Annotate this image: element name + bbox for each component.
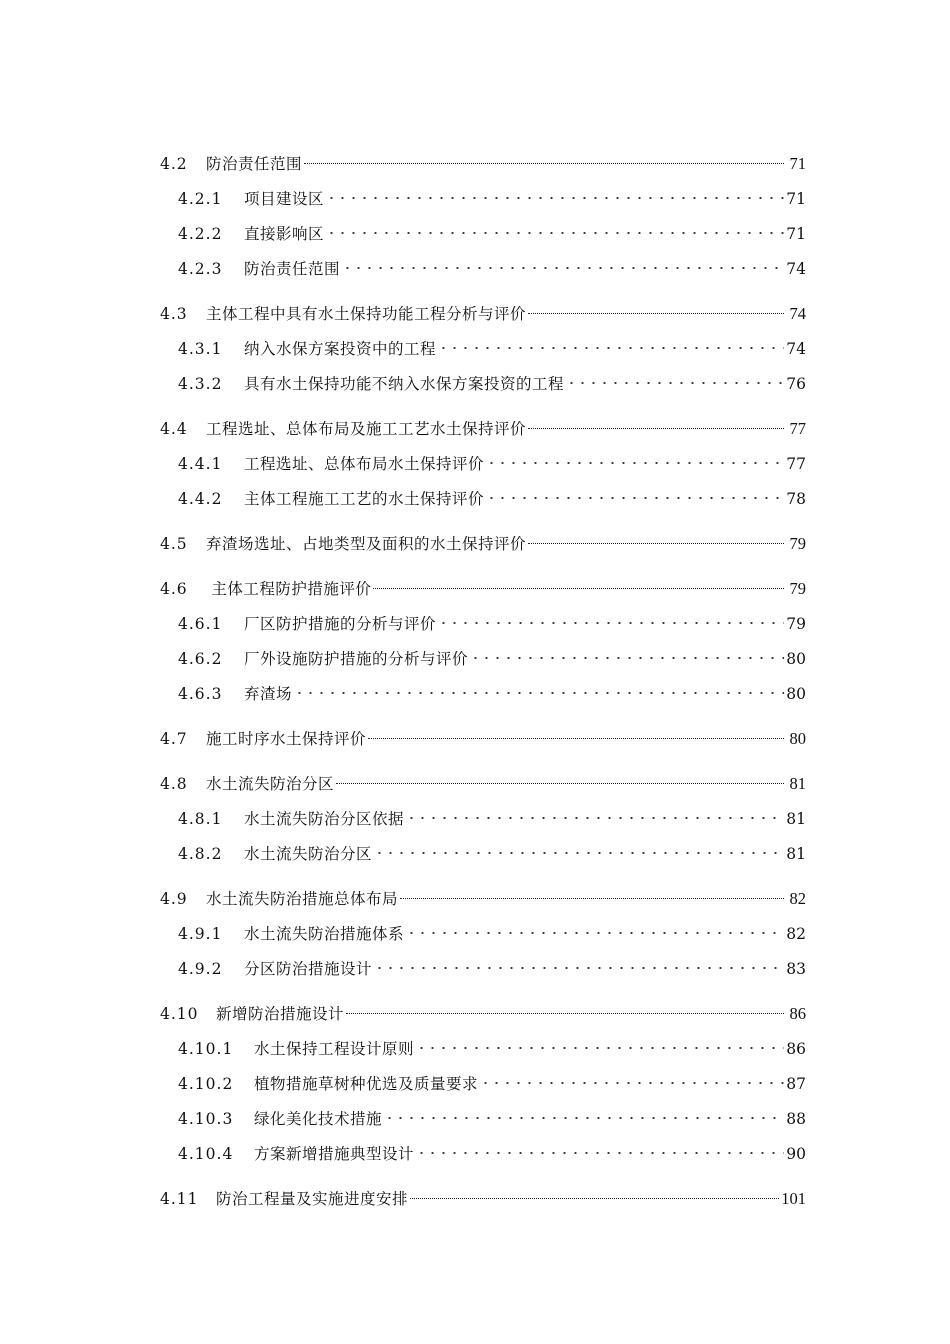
toc-number: 4.9.1 xyxy=(178,925,223,943)
toc-title: 分区防治措施设计 xyxy=(244,960,373,978)
dot-leader xyxy=(416,1137,784,1159)
toc-page: 81 xyxy=(786,810,806,828)
toc-number: 4.6.1 xyxy=(178,615,223,633)
toc-page: 81 xyxy=(789,774,806,793)
toc-title: 弃渣场选址、占地类型及面积的水土保持评价 xyxy=(206,535,527,553)
toc-entry[interactable] xyxy=(160,722,806,748)
toc-page: 77 xyxy=(786,455,806,473)
toc-entry[interactable] xyxy=(178,332,806,358)
dot-leader xyxy=(528,412,784,434)
dot-leader xyxy=(373,572,784,594)
toc-number: 4.2.1 xyxy=(178,190,223,208)
dot-leader xyxy=(346,997,784,1019)
toc-entry[interactable] xyxy=(178,642,806,668)
toc-number: 4.11 xyxy=(160,1190,199,1208)
toc-entry[interactable] xyxy=(178,917,806,943)
toc-number: 4.8.1 xyxy=(178,810,223,828)
toc-page: 88 xyxy=(786,1110,806,1128)
toc-page: 74 xyxy=(789,304,806,323)
toc-entry[interactable] xyxy=(178,217,806,243)
toc-number: 4.10.1 xyxy=(178,1040,234,1058)
toc-entry[interactable] xyxy=(160,527,806,553)
toc-number: 4.10.2 xyxy=(178,1075,234,1093)
dot-leader xyxy=(336,767,784,789)
toc-number: 4.10 xyxy=(160,1005,199,1023)
dot-leader xyxy=(410,1182,779,1204)
dot-leader xyxy=(294,677,784,699)
toc-number: 4.3.1 xyxy=(178,340,223,358)
toc-entry[interactable] xyxy=(178,482,806,508)
toc-title: 水土流失防治措施总体布局 xyxy=(206,890,399,908)
toc-entry[interactable] xyxy=(178,1032,806,1058)
toc-title: 主体工程施工工艺的水土保持评价 xyxy=(244,490,485,508)
dot-leader xyxy=(406,802,784,824)
toc-page: 101 xyxy=(781,1189,806,1208)
toc-entry[interactable] xyxy=(160,297,806,323)
dot-leader xyxy=(470,642,784,664)
toc-number: 4.10.4 xyxy=(178,1145,234,1163)
dot-leader xyxy=(374,837,784,859)
toc-title: 防治责任范围 xyxy=(244,260,341,278)
toc-entry[interactable] xyxy=(178,252,806,278)
toc-number: 4.8.2 xyxy=(178,845,223,863)
toc-title: 纳入水保方案投资中的工程 xyxy=(244,340,437,358)
toc-title: 水土流失防治措施体系 xyxy=(244,925,405,943)
toc-number: 4.9 xyxy=(160,890,188,908)
dot-leader xyxy=(486,447,784,469)
toc-title: 防治工程量及实施进度安排 xyxy=(216,1190,409,1208)
toc-title: 具有水土保持功能不纳入水保方案投资的工程 xyxy=(244,375,565,393)
toc-title: 工程选址、总体布局水土保持评价 xyxy=(244,455,485,473)
toc-number: 4.7 xyxy=(160,730,188,748)
dot-leader xyxy=(416,1032,784,1054)
toc-number: 4.2 xyxy=(160,155,188,173)
dot-leader xyxy=(486,482,784,504)
toc-number: 4.4.1 xyxy=(178,455,223,473)
toc-number: 4.6.2 xyxy=(178,650,223,668)
toc-page: 87 xyxy=(786,1075,806,1093)
toc-page: 80 xyxy=(786,685,806,703)
toc-page: 81 xyxy=(786,845,806,863)
toc-title: 方案新增措施典型设计 xyxy=(254,1145,415,1163)
toc-entry[interactable] xyxy=(178,447,806,473)
toc-number: 4.8 xyxy=(160,775,188,793)
toc-title: 防治责任范围 xyxy=(206,155,303,173)
toc-page: 82 xyxy=(789,889,806,908)
toc-page: 77 xyxy=(789,419,806,438)
dot-leader xyxy=(400,882,784,904)
toc-title: 绿化美化技术措施 xyxy=(254,1110,383,1128)
toc-title: 主体工程中具有水土保持功能工程分析与评价 xyxy=(206,305,527,323)
toc-entry[interactable] xyxy=(160,147,806,173)
toc-page: 90 xyxy=(786,1145,806,1163)
toc-entry[interactable] xyxy=(178,1137,806,1163)
dot-leader xyxy=(304,147,784,169)
toc-page: 71 xyxy=(786,190,806,208)
toc-title: 项目建设区 xyxy=(244,190,325,208)
toc-page: 76 xyxy=(786,375,806,393)
dot-leader xyxy=(566,367,784,389)
toc-title: 水土流失防治分区 xyxy=(244,845,373,863)
toc-title: 植物措施草树种优选及质量要求 xyxy=(254,1075,479,1093)
toc-entry[interactable] xyxy=(178,607,806,633)
toc-number: 4.3 xyxy=(160,305,188,323)
toc-page: 71 xyxy=(786,225,806,243)
dot-leader xyxy=(528,527,784,549)
toc-page: 71 xyxy=(789,154,806,173)
toc-entry[interactable] xyxy=(160,412,806,438)
toc-page: 74 xyxy=(786,340,806,358)
toc-entry[interactable] xyxy=(178,1067,806,1093)
dot-leader xyxy=(384,1102,784,1124)
toc-entry[interactable] xyxy=(178,837,806,863)
toc-number: 4.4.2 xyxy=(178,490,223,508)
toc-title: 施工时序水土保持评价 xyxy=(206,730,367,748)
toc-number: 4.4 xyxy=(160,420,188,438)
toc-entry[interactable] xyxy=(178,182,806,208)
toc-number: 4.6 xyxy=(160,580,188,598)
toc-number: 4.2.2 xyxy=(178,225,223,243)
dot-leader xyxy=(528,297,784,319)
toc-title: 水土流失防治分区 xyxy=(206,775,335,793)
toc-entry[interactable] xyxy=(178,1102,806,1128)
toc-number: 4.10.3 xyxy=(178,1110,234,1128)
dot-leader xyxy=(374,952,784,974)
toc-title: 直接影响区 xyxy=(244,225,325,243)
toc-page: 80 xyxy=(786,650,806,668)
dot-leader xyxy=(342,252,784,274)
dot-leader xyxy=(326,182,784,204)
toc-title: 主体工程防护措施评价 xyxy=(206,580,372,598)
toc-page: 79 xyxy=(786,615,806,633)
toc-page: 83 xyxy=(786,960,806,978)
toc-page: 80 xyxy=(789,729,806,748)
toc-page: 79 xyxy=(789,534,806,553)
toc-page: 82 xyxy=(786,925,806,943)
toc-entry[interactable] xyxy=(160,1182,806,1208)
toc-entry[interactable] xyxy=(178,952,806,978)
toc-number: 4.3.2 xyxy=(178,375,223,393)
toc-page: 78 xyxy=(786,490,806,508)
toc-number: 4.6.3 xyxy=(178,685,223,703)
toc-page: 79 xyxy=(789,579,806,598)
toc-title: 水土保持工程设计原则 xyxy=(254,1040,415,1058)
toc-entry[interactable] xyxy=(160,767,806,793)
toc-page: 86 xyxy=(789,1004,806,1023)
dot-leader xyxy=(368,722,784,744)
dot-leader xyxy=(326,217,784,239)
toc-title: 新增防治措施设计 xyxy=(216,1005,345,1023)
dot-leader xyxy=(438,607,784,629)
toc-entry[interactable] xyxy=(178,677,806,703)
toc-title: 工程选址、总体布局及施工工艺水土保持评价 xyxy=(206,420,527,438)
toc-entry[interactable] xyxy=(160,882,806,908)
toc-page: 74 xyxy=(786,260,806,278)
dot-leader xyxy=(438,332,784,354)
toc-entry[interactable] xyxy=(178,802,806,828)
dot-leader xyxy=(480,1067,784,1089)
toc-title: 弃渣场 xyxy=(244,685,293,703)
toc-entry[interactable] xyxy=(160,572,806,598)
toc-number: 4.2.3 xyxy=(178,260,223,278)
toc-entry[interactable] xyxy=(160,997,806,1023)
toc-title: 水土流失防治分区依据 xyxy=(244,810,405,828)
toc-page: 86 xyxy=(786,1040,806,1058)
toc-number: 4.9.2 xyxy=(178,960,223,978)
toc-title: 厂外设施防护措施的分析与评价 xyxy=(244,650,469,668)
toc-entry[interactable] xyxy=(178,367,806,393)
toc-title: 厂区防护措施的分析与评价 xyxy=(244,615,437,633)
toc-number: 4.5 xyxy=(160,535,188,553)
dot-leader xyxy=(406,917,784,939)
